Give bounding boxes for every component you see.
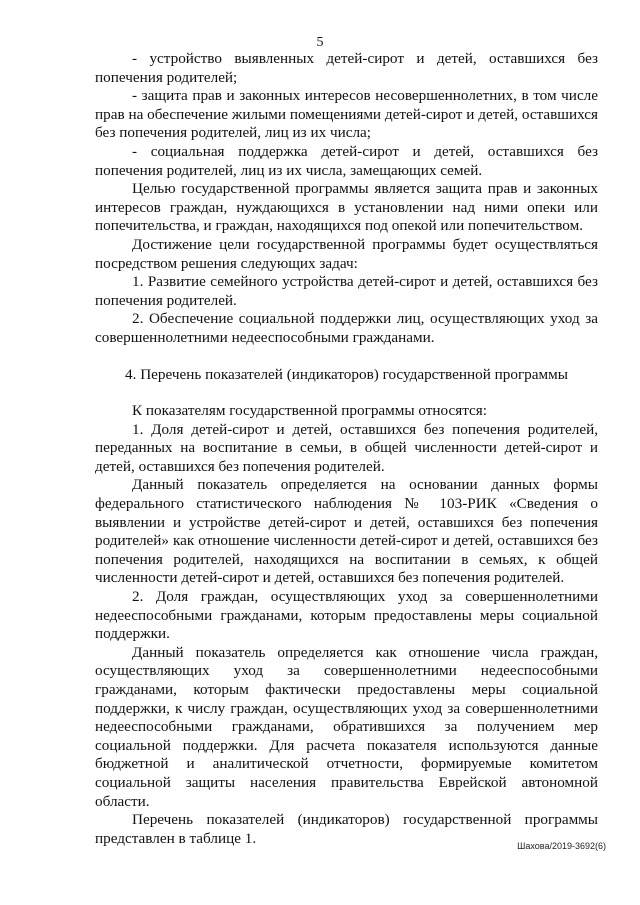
paragraph: 2. Доля граждан, осуществляющих уход за совершеннолетними недееспособными гражданами, которым предоставлены меры социальной поддержки.	[95, 588, 598, 643]
page-number: 5	[316, 35, 324, 50]
paragraph: Данный показатель определяется на основании данных формы федерального статистического наблюдения № 103-РИК «Сведения о выявлении и устройстве детей-сирот и детей, оставшихся без попечения родителей» как отношение численности детей-сирот и детей, оставшихся без попечения родителей, находящихся на воспитании в семьях, к общей численности детей-сирот и детей, оставшихся без попечения родителей.	[95, 476, 598, 587]
paragraph: Перечень показателей (индикаторов) государственной программы представлен в таблице 1.	[95, 811, 598, 847]
paragraph: Данный показатель определяется как отношение числа граждан, осуществляющих уход за совершеннолетними недееспособными гражданами, которым фактически предоставлены меры социальной поддержки, к числу граждан, осуществляющих уход за совершеннолетними недееспособными гражданами, обратившихся за получением мер социальной поддержки. Для расчета показателя используются данные бюджетной и аналитической отчетности, формируемые комитетом социальной защиты населения правительства Еврейской автономной области.	[95, 643, 598, 810]
paragraph: 2. Обеспечение социальной поддержки лиц, осуществляющих уход за совершеннолетними недееспособными гражданами.	[95, 310, 598, 346]
paragraph: 1. Развитие семейного устройства детей-сирот и детей, оставшихся без попечения родителей.	[95, 273, 598, 309]
paragraph: - устройство выявленных детей-сирот и детей, оставшихся без попечения родителей;	[95, 50, 598, 86]
section-heading: 4. Перечень показателей (индикаторов) государственной программы	[125, 365, 568, 383]
paragraph: 1. Доля детей-сирот и детей, оставшихся без попечения родителей, переданных на воспитание в семьи, в общей численности детей-сирот и детей, оставшихся без попечения родителей.	[95, 420, 598, 475]
document-code: Шахова/2019-3692(6)	[517, 841, 606, 851]
paragraph: - социальная поддержка детей-сирот и детей, оставшихся без попечения родителей, лиц из их числа, замещающих семей.	[95, 142, 598, 179]
paragraph: К показателям государственной программы относятся:	[132, 402, 487, 420]
paragraph: Достижение цели государственной программы будет осуществляться посредством решения следующих задач:	[95, 235, 598, 272]
document-body	[95, 50, 598, 848]
paragraph: Целью государственной программы является защита прав и законных интересов граждан, нуждающихся в установлении над ними опеки или попечительства, и граждан, находящихся под опекой или попечительством.	[95, 180, 598, 235]
paragraph: - защита прав и законных интересов несовершеннолетних, в том числе прав на обеспечение жилыми помещениями детей-сирот и детей, оставшихся без попечения родителей, лиц из их числа;	[95, 87, 598, 142]
